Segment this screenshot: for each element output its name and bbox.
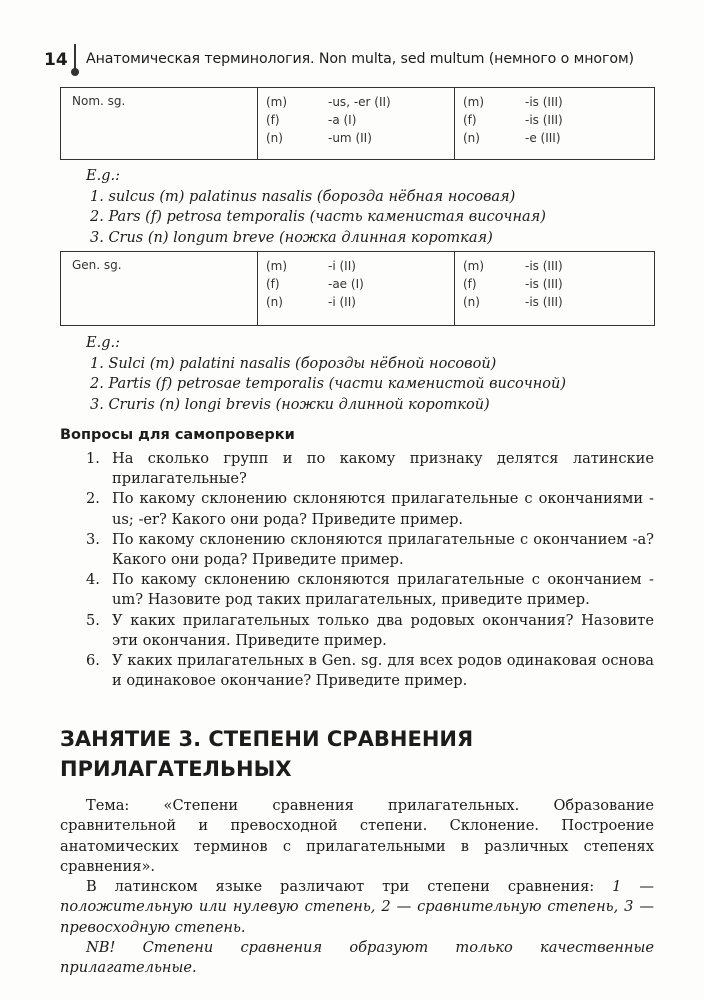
question-number: 6. <box>86 652 100 670</box>
ending-cell: -is (III) <box>525 95 563 109</box>
running-title: Анатомическая терминология. Non multa, sed multum (немного о многом) <box>86 51 634 67</box>
example-item: 1. sulcus (m) palatinus nasalis (борозда нёбная носовая) <box>90 188 516 205</box>
table-row <box>266 275 454 293</box>
question-number: 3. <box>86 530 100 548</box>
degrees-list: 1 — положительную или нулевую степень, 2 — сравнительную степень, 3 — превосходную степень. <box>60 878 654 936</box>
note-paragraph <box>60 938 654 979</box>
ending-cell: -is (III) <box>525 259 563 273</box>
example-item: 2. Pars (f) petrosa temporalis (часть каменистая височная) <box>90 209 546 225</box>
first-group-column <box>258 252 455 325</box>
gender-cell: (f) <box>463 277 477 291</box>
gender-cell: (m) <box>266 259 288 273</box>
question-text: У каких прилагательных в Gen. sg. для всех родов одинаковая основа и одинаковое окончание? Приведите пример. <box>112 652 654 690</box>
questions-list <box>86 449 654 691</box>
gender-cell: (n) <box>266 295 283 309</box>
gender-cell: (n) <box>463 131 480 145</box>
table-row <box>266 93 454 111</box>
question-text: По какому склонению склоняются прилагательные с окончанием -a? Какого они рода? Приведите пример. <box>112 530 654 569</box>
degrees-intro: В латинском языке различают три степени сравнения: <box>86 878 613 896</box>
list-item <box>86 489 654 529</box>
table-row <box>463 111 654 129</box>
ending-cell: -a (I) <box>328 113 357 127</box>
nominative-endings-table <box>60 87 655 160</box>
question-text: На сколько групп и по какому признаку делятся латинские прилагательные? <box>112 450 654 488</box>
question-text: По какому склонению склоняются прилагательные с окончанием -um? Назовите род таких прилагательных, приведите пример. <box>112 571 654 609</box>
example-item: 1. Sulci (m) palatini nasalis (борозды нёбной носовой) <box>90 355 497 372</box>
case-label: Nom. sg. <box>61 88 258 159</box>
gender-cell: (m) <box>463 95 485 109</box>
genitive-examples <box>86 333 666 415</box>
list-item <box>86 651 654 691</box>
example-item: 3. Cruris (n) longi brevis (ножки длинной короткой) <box>90 396 490 413</box>
lesson-body <box>60 796 654 979</box>
gender-cell: (f) <box>463 113 477 127</box>
nominative-examples <box>86 166 666 248</box>
degrees-paragraph <box>60 877 654 938</box>
page-header <box>44 44 664 74</box>
table-row <box>463 129 654 147</box>
second-group-column <box>455 88 654 159</box>
table-row <box>266 293 454 311</box>
table-row <box>266 257 454 275</box>
table-row <box>463 275 654 293</box>
example-item: 3. Crus (n) longum breve (ножка длинная короткая) <box>90 229 493 246</box>
table-row <box>463 93 654 111</box>
ending-cell: -i (II) <box>328 295 356 309</box>
header-divider <box>74 44 76 71</box>
table-row <box>463 257 654 275</box>
question-number: 4. <box>86 571 100 589</box>
ending-cell: -is (III) <box>525 295 563 309</box>
question-text: По какому склонению склоняются прилагательные с окончаниями -us; -er? Какого они рода? Приведите пример. <box>112 490 654 528</box>
lesson-title-line: ЗАНЯТИЕ 3. СТЕПЕНИ СРАВНЕНИЯ <box>60 727 474 751</box>
ending-cell: -e (III) <box>525 131 561 145</box>
question-number: 2. <box>86 490 100 508</box>
list-item <box>86 611 654 651</box>
gender-cell: (f) <box>266 113 280 127</box>
gender-cell: (n) <box>463 295 480 309</box>
header-divider-dot <box>71 68 79 76</box>
ending-cell: -is (III) <box>525 277 563 291</box>
first-group-column <box>258 88 455 159</box>
questions-heading: Вопросы для самопроверки <box>60 427 295 443</box>
list-item <box>86 449 654 489</box>
genitive-endings-table <box>60 251 655 326</box>
topic-paragraph: Тема: «Степени сравнения прилагательных. Образование сравнительной и превосходной степени. Склонение. Построение анатомических терминов с прилагательными в различных степенях сравнения». <box>60 797 654 875</box>
ending-cell: -um (II) <box>328 131 372 145</box>
ending-cell: -ae (I) <box>328 277 364 291</box>
example-item: 2. Partis (f) petrosae temporalis (части каменистой височной) <box>90 376 567 392</box>
table-row <box>266 129 454 147</box>
note-text: NB! Степени сравнения образуют только качественные прилагательные. <box>60 939 654 977</box>
examples-label: E.g.: <box>86 168 120 184</box>
gender-cell: (n) <box>266 131 283 145</box>
lesson-title <box>60 724 473 784</box>
page-number: 14 <box>44 50 68 70</box>
gender-cell: (m) <box>266 95 288 109</box>
list-item <box>86 530 654 570</box>
table-row <box>266 111 454 129</box>
lesson-title-line: ПРИЛАГАТЕЛЬНЫХ <box>60 757 292 781</box>
table-row <box>463 293 654 311</box>
question-number: 1. <box>86 450 100 467</box>
examples-label: E.g.: <box>86 335 120 351</box>
ending-cell: -i (II) <box>328 259 356 273</box>
second-group-column <box>455 252 654 325</box>
question-number: 5. <box>86 611 100 629</box>
list-item <box>86 570 654 610</box>
ending-cell: -us, -er (II) <box>328 95 391 109</box>
gender-cell: (f) <box>266 277 280 291</box>
ending-cell: -is (III) <box>525 113 563 127</box>
question-text: У каких прилагательных только два родовых окончания? Назовите эти окончания. Приведите пример. <box>112 611 654 649</box>
case-label: Gen. sg. <box>61 252 258 325</box>
gender-cell: (m) <box>463 259 485 273</box>
